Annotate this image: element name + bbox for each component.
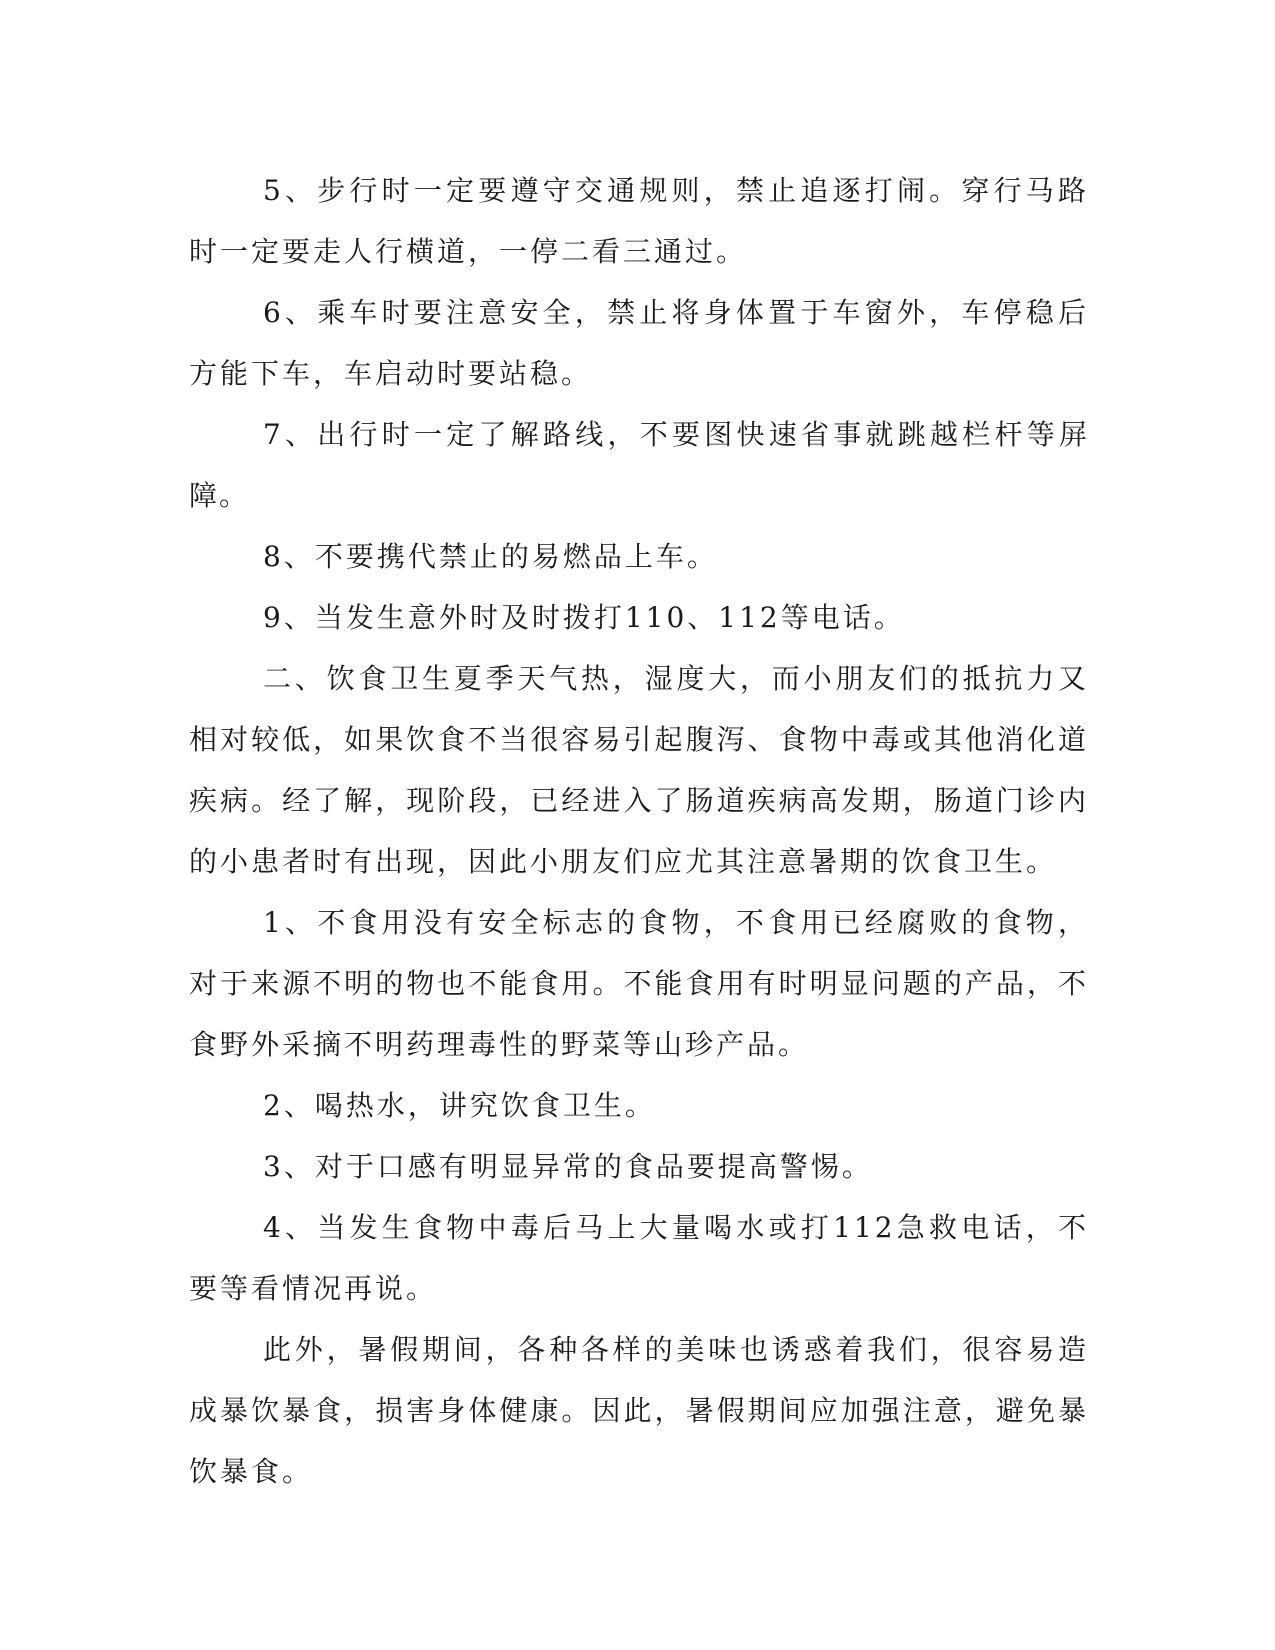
paragraph-overeating: 此外，暑假期间，各种各样的美味也诱惑着我们，很容易造成暴饮暴食，损害身体健康。因此，暑假期间应加强注意，避免暴饮暴食。 bbox=[189, 1333, 1089, 1488]
paragraph-food-safety-labels: 1、不食用没有安全标志的食物，不食用已经腐败的食物，对于来源不明的物也不能食用。不能食用有时明显问题的产品，不食野外采摘不明药理毒性的野菜等山珍产品。 bbox=[189, 906, 1089, 1061]
paragraph-walking-rules: 5、步行时一定要遵守交通规则，禁止追逐打闹。穿行马路时一定要走人行横道，一停二看三通过。 bbox=[189, 174, 1089, 268]
paragraph-flammables: 8、不要携代禁止的易燃品上车。 bbox=[263, 540, 718, 573]
paragraph-food-poisoning: 4、当发生食物中毒后马上大量喝水或打112急救电话，不要等看情况再说。 bbox=[189, 1211, 1089, 1305]
document-body bbox=[189, 160, 1089, 1502]
paragraph-route-planning: 7、出行时一定了解路线，不要图快速省事就跳越栏杆等屏障。 bbox=[189, 418, 1089, 512]
paragraph-emergency-call: 9、当发生意外时及时拨打110、112等电话。 bbox=[263, 601, 905, 634]
paragraph-taste-alert: 3、对于口感有明显异常的食品要提高警惕。 bbox=[263, 1150, 873, 1183]
paragraph-hot-water: 2、喝热水，讲究饮食卫生。 bbox=[263, 1089, 656, 1122]
paragraph-food-hygiene-intro: 二、饮食卫生夏季天气热，湿度大，而小朋友们的抵抗力又相对较低，如果饮食不当很容易引起腹泻、食物中毒或其他消化道疾病。经了解，现阶段，已经进入了肠道疾病高发期，肠道门诊内的小患者时有出现，因此小朋友们应尤其注意暑期的饮食卫生。 bbox=[189, 662, 1089, 878]
paragraph-riding-safety: 6、乘车时要注意安全，禁止将身体置于车窗外，车停稳后方能下车，车启动时要站稳。 bbox=[189, 296, 1089, 390]
